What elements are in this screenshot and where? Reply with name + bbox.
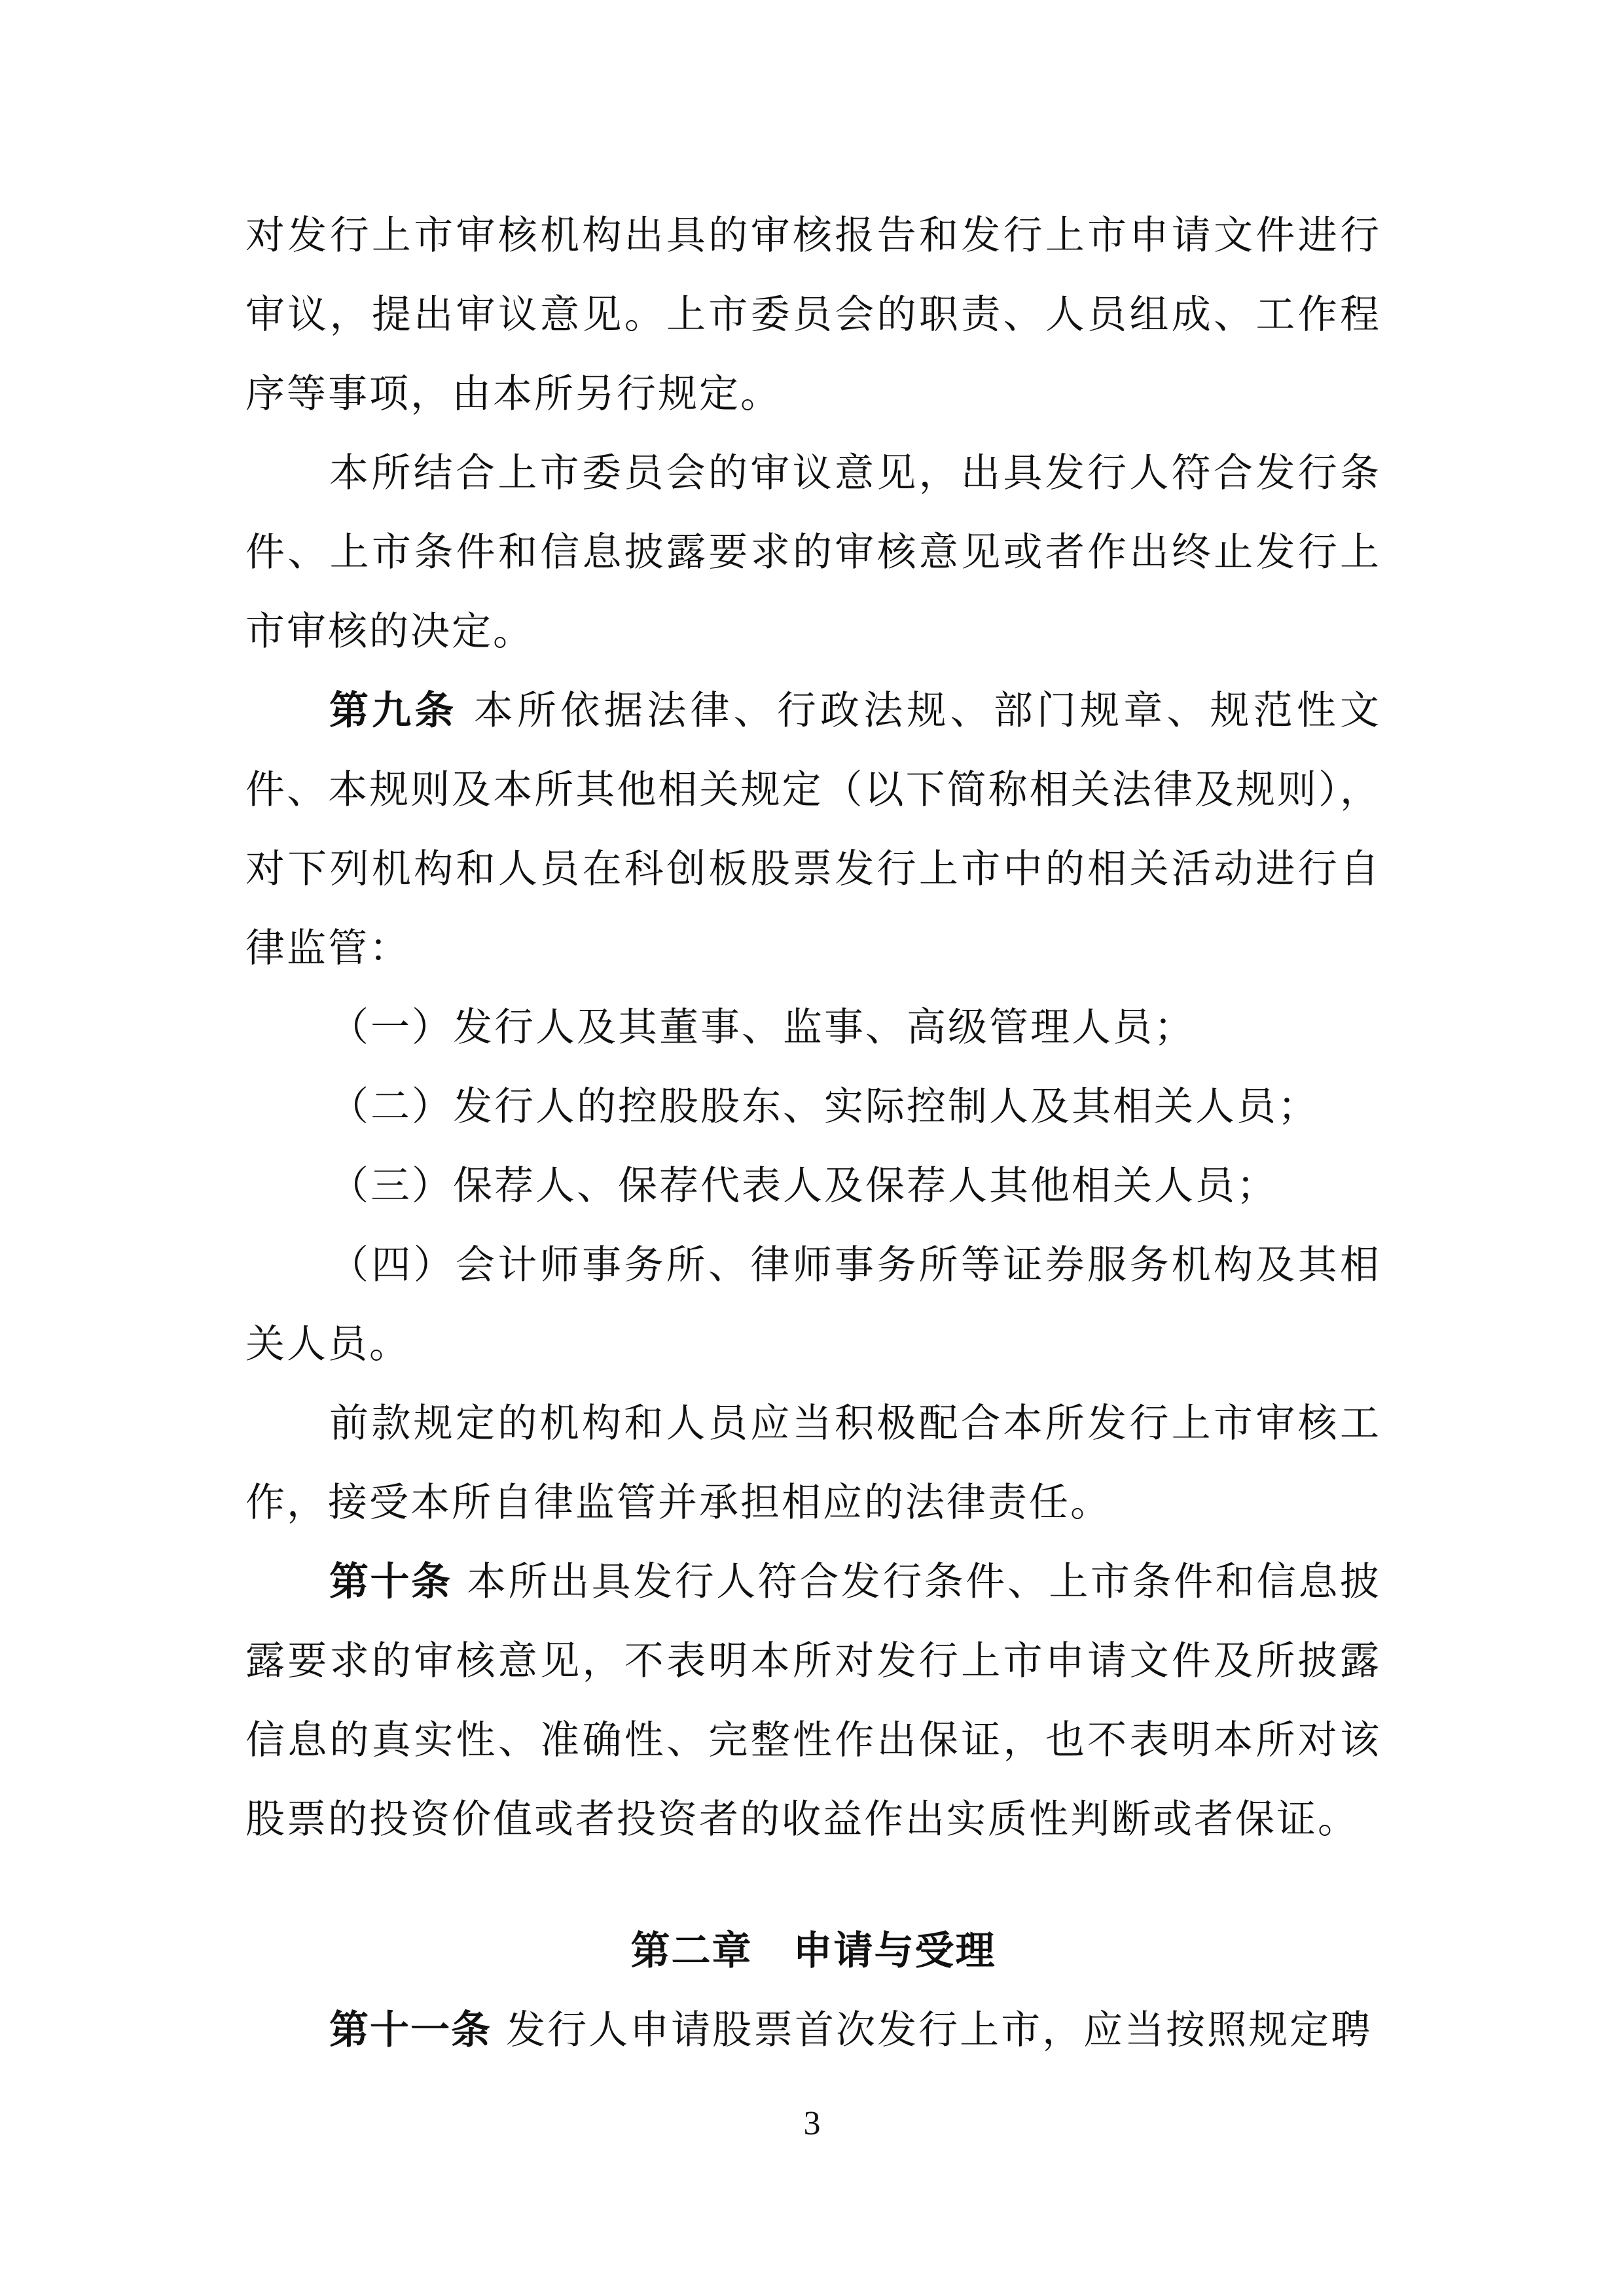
paragraph-text: 本所结合上市委员会的审议意见，出具发行人符合发行条件、上市条件和信息披露要求的审核意见或者作出终止发行上市审核的决定。 [245, 450, 1381, 655]
document-body [245, 196, 1381, 2070]
page-number: 3 [803, 2105, 821, 2142]
article-paragraph [245, 672, 1381, 988]
paragraph-text: （一）发行人及其董事、监事、高级管理人员； [329, 1005, 1195, 1050]
paragraph-text: （二）发行人的控股股东、实际控制人及其相关人员； [329, 1084, 1319, 1130]
list-item [245, 1147, 1381, 1226]
chapter-heading: 第二章 申请与受理 [630, 1928, 996, 1974]
article-number: 第十条 [329, 1559, 452, 1605]
article-number: 第九条 [329, 688, 458, 734]
article-paragraph [245, 1543, 1381, 1859]
paragraph [245, 1384, 1381, 1543]
list-item [245, 1226, 1381, 1384]
paragraph-text: 发行人申请股票首次发行上市，应当按照规定聘 [506, 2007, 1373, 2053]
paragraph [245, 434, 1381, 672]
article-paragraph [245, 1991, 1381, 2070]
paragraph [245, 196, 1381, 434]
article-number: 第十一条 [329, 2007, 492, 2053]
paragraph-text: 前款规定的机构和人员应当积极配合本所发行上市审核工作，接受本所自律监管并承担相应的法律责任。 [245, 1401, 1381, 1526]
paragraph-text: 本所依据法律、行政法规、部门规章、规范性文件、本规则及本所其他相关规定（以下简称相关法律及规则），对下列机构和人员在科创板股票发行上市中的相关活动进行自律监管： [245, 688, 1382, 971]
paragraph-text: （三）保荐人、保荐代表人及保荐人其他相关人员； [329, 1163, 1278, 1209]
paragraph-text: 对发行上市审核机构出具的审核报告和发行上市申请文件进行审议，提出审议意见。上市委员会的职责、人员组成、工作程序等事项，由本所另行规定。 [245, 213, 1381, 417]
list-item [245, 988, 1381, 1067]
paragraph-text: （四）会计师事务所、律师事务所等证券服务机构及其相关人员。 [245, 1242, 1381, 1367]
list-item [245, 1067, 1381, 1147]
paragraph-text: 本所出具发行人符合发行条件、上市条件和信息披露要求的审核意见，不表明本所对发行上市申请文件及所披露信息的真实性、准确性、完整性作出保证，也不表明本所对该股票的投资价值或者投资者的收益作出实质性判断或者保证。 [245, 1559, 1382, 1842]
